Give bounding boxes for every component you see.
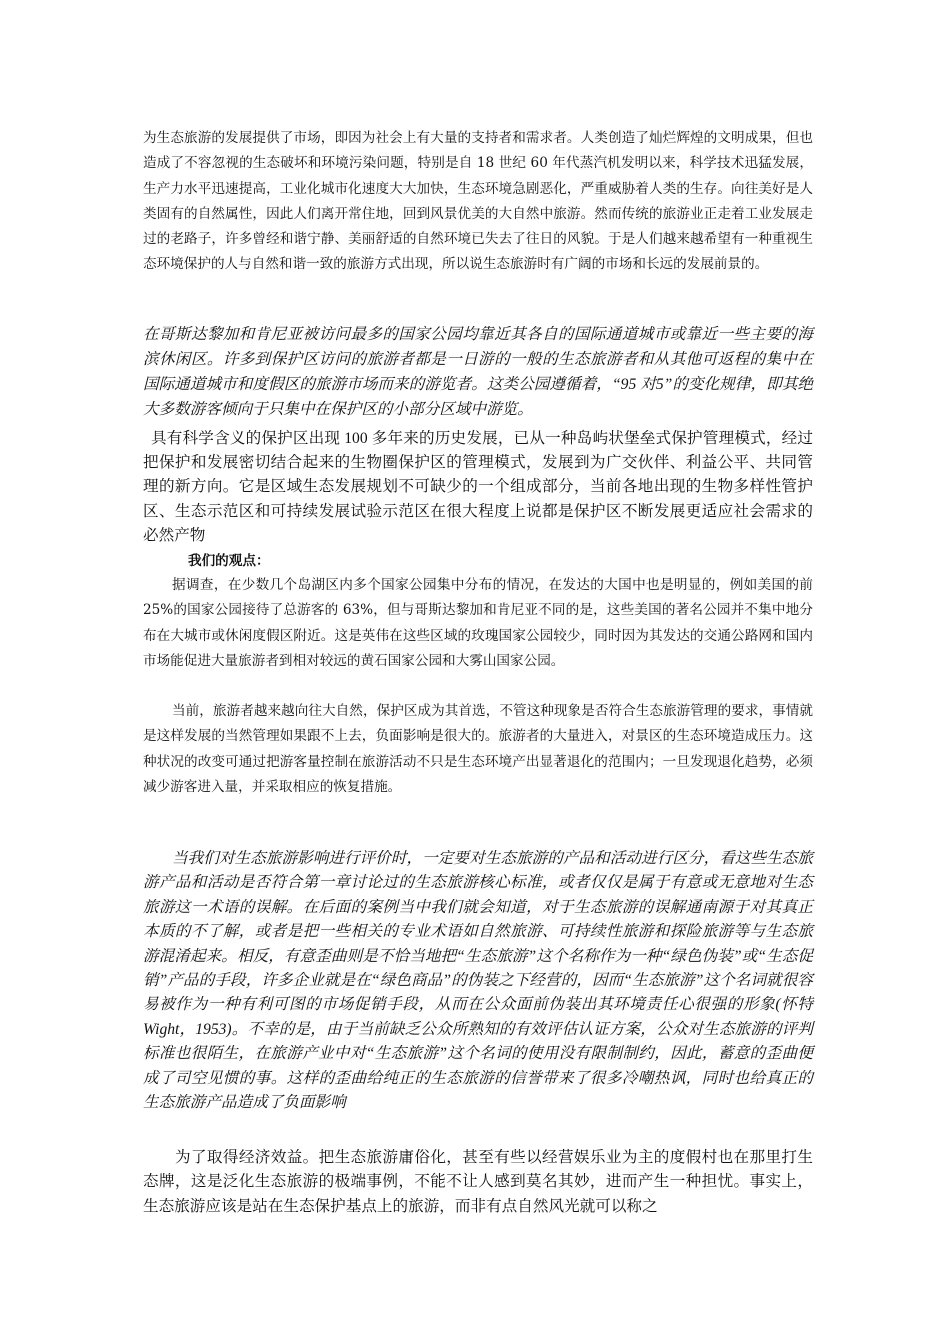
paragraph-costa-rica-kenya-parks: 在哥斯达黎加和肯尼亚被访问最多的国家公园均靠近其各自的国际通道城市或靠近一些主要的海滨休闲区。许多到保护区访问的旅游者都是一日游的一般的生态旅游者和从其他可返程的集中在国际通道城市和度假区的旅游市场而来的游览者。这类公园遵循着，“95 对5”的变化规律，即其绝大多数游客倾向于只集中在保护区的小部分区域中游览。 xyxy=(143,326,813,418)
paragraph-vulgarization: 为了取得经济效益。把生态旅游庸俗化，甚至有些以经营娱乐业为主的度假村也在那里打生态牌，这是泛化生态旅游的极端事例，不能不让人感到莫名其妙，进而产生一种担忧。事实上，生态旅游应该是站在生态保护基点上的旅游，而非有点自然风光就可以称之 xyxy=(143,1149,813,1215)
paragraph-market-demand: 为生态旅游的发展提供了市场，即因为社会上有大量的支持者和需求者。人类创造了灿烂辉煌的文明成果，但也造成了不容忽视的生态破坏和环境污染问题，特别是自 18 世纪 60 年代蒸汽机发明以来，科学技术迅猛发展，生产力水平迅速提高，工业化城市化速度大大加快，生态环境急剧恶化，严重威胁着人类的生存。向往美好是人类固有的自然属性，因此人们离开常住地，回到风景优美的大自然中旅游。然而传统的旅游业正走着工业发展走过的老路子，许多曾经和谐宁静、美丽舒适的自然环境已失去了往日的风貌。于是人们越来越希望有一种重视生态环境保护的人与自然和谐一致的旅游方式出现，所以说生态旅游时有广阔的市场和长远的发展前景的。 xyxy=(143,130,813,273)
paragraph-ecotourism-evaluation: 当我们对生态旅游影响进行评价时，一定要对生态旅游的产品和活动进行区分，看这些生态旅游产品和活动是否符合第一章讨论过的生态旅游核心标准，或者仅仅是属于有意或无意地对生态旅游这一术语的误解。在后面的案例当中我们就会知道，对于生态旅游的误解通南源于对其真正本质的不了解，或者是把一些相关的专业术语如自然旅游、可持续性旅游和探险旅游等与生态旅游混淆起来。相反，有意歪曲则是不恰当地把“生态旅游”这个名称作为一种“绿色伪装”或“生态促销”产品的手段，许多企业就是在“绿色商品”的伪装之下经营的，因而“生态旅游”这个名词就很容易被作为一种有利可图的市场促销手段，从而在公众面前伪装出其环境责任心很强的形象(怀特 Wight，1953)。不幸的是，由于当前缺乏公众所熟知的有效评估认证方案，公众对生态旅游的评判标准也很陌生，在旅游产业中对“生态旅游”这个名词的使用没有限制制约，因此，蓄意的歪曲便成了司空见惯的事。这样的歪曲给纯正的生态旅游的信誉带来了很多冷嘲热讽，同时也给真正的生态旅游产品造成了负面影响 xyxy=(143,850,813,1112)
paragraph-survey-us-parks: 据调查，在少数几个岛湖区内多个国家公园集中分布的情况，在发达的大国中也是明显的，例如美国的前 25%的国家公园接待了总游客的 63%，但与哥斯达黎加和肯尼亚不同的是，这些美国的著名公园并不集中地分布在大城市或休闲度假区附近。这是英伟在这些区域的玫瑰国家公园较少，同时因为其发达的交通公路网和国内市场能促进大量旅游者到相对较远的黄石国家公园和大雾山国家公园。 xyxy=(143,577,813,669)
section-heading-our-view: 我们的观点： xyxy=(188,553,270,569)
paragraph-protected-area-history: 具有科学含义的保护区出现 100 多年来的历史发展，已从一种岛屿状堡垒式保护管理模式，经过把保护和发展密切结合起来的生物圈保护区的管理模式，发展到为广交伙伴、利益公平、共同管理的新方向。它是区域生态发展规划不可缺少的一个组成部分，当前各地出现的生物多样性管护区、生态示范区和可持续发展试验示范区在很大程度上说都是保护区不断发展更适应社会需求的必然产物 xyxy=(143,430,813,544)
paragraph-visitor-pressure: 当前，旅游者越来越向往大自然，保护区成为其首选，不管这种现象是否符合生态旅游管理的要求，事情就是这样发展的当然管理如果跟不上去，负面影响是很大的。旅游者的大量进入，对景区的生态环境造成压力。这种状况的改变可通过把游客量控制在旅游活动不只是生态环境产出显著退化的范围内；一旦发现退化趋势，必须减少游客进入量，并采取相应的恢复措施。 xyxy=(143,703,813,795)
